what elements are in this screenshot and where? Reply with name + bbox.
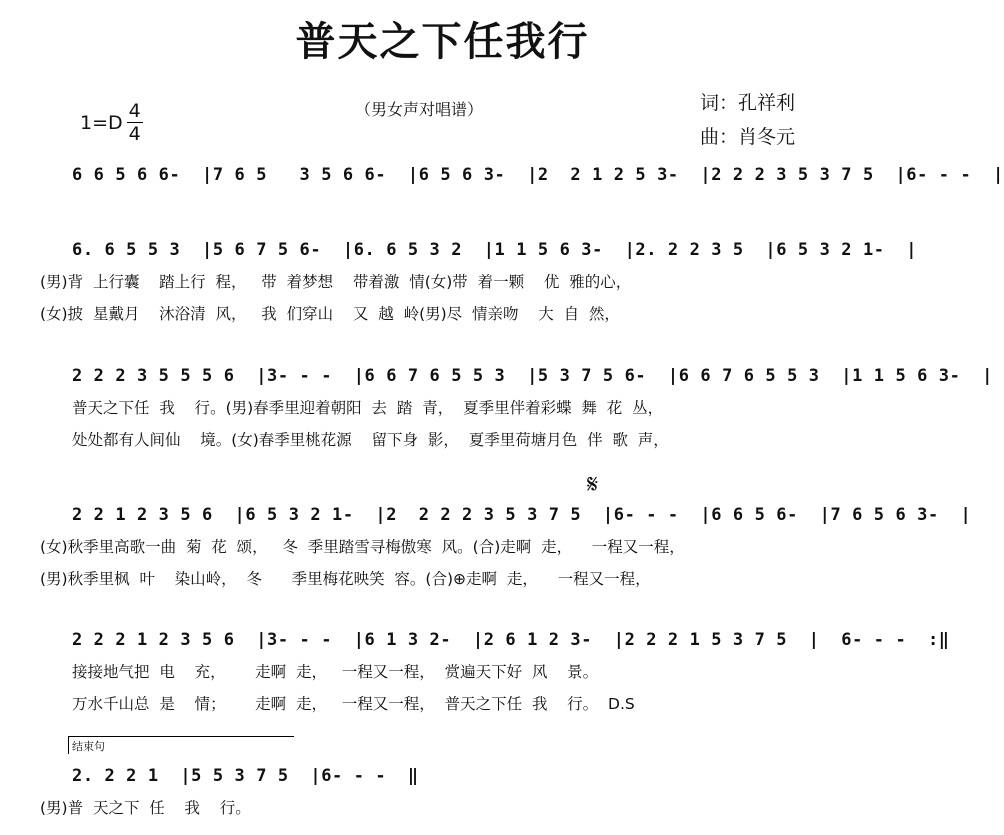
composer: 曲：肖冬元 [700, 126, 796, 148]
song-title: 普天之下任我行 [295, 18, 590, 65]
notation-system-3: 2 2 2 3 5 5 5 6 |3- - - |6 6 7 6 5 5 3 |5 3 7 5 6- |6 6 7 6 5 5 3 |1 1 5 6 3- | [72, 366, 993, 386]
time-numerator: 4 [128, 100, 141, 122]
notation-system-1: 6 6 5 6 6- |7 6 5 3 5 6 6- |6 5 6 3- |2 2 1 2 5 3- |2 2 2 3 5 3 7 5 |6- - - | [72, 165, 1004, 185]
notation-system-4: 2 2 1 2 3 5 6 |6 5 3 2 1- |2 2 2 2 3 5 3 7 5 |6- - - |6 6 5 6- |7 6 5 6 3- | [72, 505, 972, 525]
segno-sign: 𝄋 [587, 470, 599, 500]
lyric-line: 接接地气把 电 充， 走啊 走， 一程又一程， 赏遍天下好 风 景。 [72, 663, 599, 681]
lyric-line: (女)秋季里高歌一曲 菊 花 颂， 冬 季里踏雪寻梅傲寒 风。(合)走啊 走， 一程又一程， [40, 538, 685, 556]
subtitle: （男女声对唱谱） [355, 100, 484, 119]
lyric-line: 万水千山总 是 情； 走啊 走， 一程又一程， 普天之下任 我 行。 D.S [72, 695, 635, 713]
notation-system-2: 6. 6 5 5 3 |5 6 7 5 6- |6. 6 5 3 2 |1 1 5 6 3- |2. 2 2 3 5 |6 5 3 2 1- | [72, 240, 918, 260]
key-label: 1=D [80, 111, 123, 134]
lyric-line: 处处都有人间仙 境。(女)春季里桃花源 留下身 影， 夏季里荷塘月色 伴 歌 声， [72, 431, 669, 449]
notation-system-5: 2 2 2 1 2 3 5 6 |3- - - |6 1 3 2- |2 6 1 2 3- |2 2 2 1 5 3 7 5 | 6- - - :‖ [72, 630, 950, 650]
lyric-line: (女)披 星戴月 沐浴清 风， 我 们穿山 又 越 岭(男)尽 情亲吻 大 自 然， [40, 305, 620, 323]
key-signature [80, 100, 143, 145]
time-signature [127, 100, 143, 145]
lyric-line: 普天之下任 我 行。(男)春季里迎着朝阳 去 踏 青， 夏季里伴着彩蝶 舞 花 丛， [72, 399, 664, 417]
time-denominator: 4 [128, 123, 141, 145]
lyric-line: (男)背 上行囊 踏上行 程， 带 着梦想 带着激 情(女)带 着一颗 优 雅的心， [40, 273, 632, 291]
ending-bracket-label: 结束句 [68, 736, 294, 754]
notation-system-6: 2. 2 2 1 |5 5 3 7 5 |6- - - ‖ [72, 766, 419, 786]
lyric-line: (男)普 天之下 任 我 行。 [40, 799, 251, 817]
lyricist: 词：孔祥利 [700, 92, 796, 114]
lyric-line: (男)秋季里枫 叶 染山岭， 冬 季里梅花映笑 容。(合)⊕走啊 走， 一程又一程， [40, 570, 651, 588]
